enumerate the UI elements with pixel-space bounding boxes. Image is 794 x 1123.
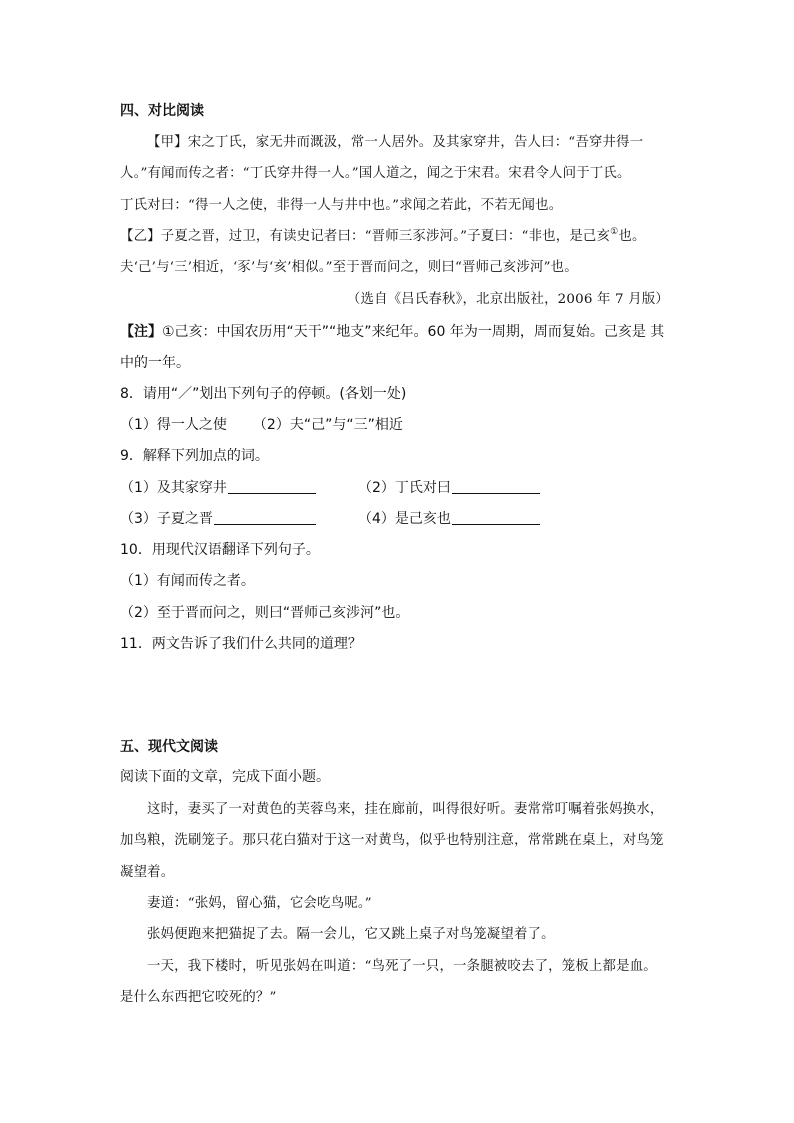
note-text: ①己亥：中国农历用“天干”“地支”来纪年。60 年为一周期，周而复始。己亥是 其 (162, 324, 665, 340)
article-p1-line1: 这时，妻买了一对黄色的芙蓉鸟来，挂在廊前，叫得很好听。妻常常叮嘱着张妈换水， (147, 802, 664, 817)
article-p1-line3: 凝望着。 (120, 865, 175, 880)
question-9-item4-text: （4）是己亥也 (358, 511, 451, 527)
question-8-items (120, 415, 403, 435)
section5-instruction: 阅读下面的文章，完成下面小题。 (120, 769, 330, 785)
note-line2: 中的一年。 (120, 355, 190, 371)
article-p2: 妻道：“张妈，留心猫，它会吃鸟呢。” (147, 896, 372, 911)
question-8-item2: （2）夫“己”与“三”相近 (252, 417, 403, 433)
question-10-item1: （1）有闻而传之者。 (120, 573, 255, 589)
passage-yi-line1 (120, 227, 646, 247)
question-9-item4 (358, 509, 540, 529)
passage-jia-line1: 【甲】宋之丁氏，家无井而溉汲，常一人居外。及其家穿井，告人曰：“吾穿井得一 (147, 135, 644, 150)
question-9-item2 (358, 478, 540, 498)
article-p4-line2: 是什么东西把它咬死的？” (120, 990, 277, 1005)
answer-blank[interactable] (214, 510, 316, 525)
passage-yi-line1-end: 也。 (618, 229, 646, 244)
question-9-item1 (120, 478, 316, 498)
question-10-item2: （2）至于晋而问之，则曰“晋师己亥涉河”也。 (120, 605, 410, 621)
answer-blank[interactable] (452, 479, 540, 494)
article-p1-line2: 加鸟粮，洗刷笼子。那只花白猫对于这一对黄鸟，似乎也特别注意，常常跳在桌上，对鸟笼 (120, 833, 664, 848)
passage-yi-line2: 夫‘己’与‘三’相近，‘豕’与‘亥’相似。”至于晋而问之，则曰“晋师己亥涉河”也。 (120, 260, 578, 275)
footnote-marker: ① (610, 227, 619, 237)
answer-blank[interactable] (228, 479, 316, 494)
article-p4-line1: 一天，我下楼时，听见张妈在叫道：“鸟死了一只，一条腿被咬去了，笼板上都是血。 (147, 959, 657, 974)
passage-jia-line2: 人。”有闻而传之者：“丁氏穿井得一人。”国人道之，闻之于宋君。宋君令人问于丁氏。 (120, 166, 631, 181)
question-9-item3 (120, 509, 316, 529)
question-9-item1-text: （1）及其家穿井 (120, 480, 227, 496)
passage-yi-line1-text: 【乙】子夏之晋，过卫，有读史记者曰：“晋师三豕涉河。”子夏曰：“非也，是己亥 (120, 229, 611, 244)
section4-heading: 四、对比阅读 (120, 103, 204, 119)
section5-heading: 五、现代文阅读 (120, 739, 218, 755)
question-9-prompt: 9．解释下列加点的词。 (120, 448, 269, 464)
question-10-prompt: 10．用现代汉语翻译下列句子。 (120, 542, 320, 558)
question-11-prompt: 11．两文告诉了我们什么共同的道理？ (120, 636, 362, 652)
source-citation: （选自《吕氏春秋》，北京出版社，2006 年 7 月版） (346, 292, 669, 307)
question-9-item3-text: （3）子夏之晋 (120, 511, 213, 527)
answer-blank[interactable] (452, 510, 540, 525)
question-9-item2-text: （2）丁氏对曰 (358, 480, 451, 496)
note-label: 【注】 (120, 324, 162, 340)
question-8-prompt: 8．请用“／”划出下列句子的停顿。(各划一处) (120, 386, 407, 402)
question-8-item1: （1）得一人之使 (120, 417, 227, 433)
article-p3: 张妈便跑来把猫捉了去。隔一会儿，它又跳上桌子对鸟笼凝望着了。 (147, 927, 555, 942)
passage-jia-line3: 丁氏对曰：“得一人之使，非得一人与井中也。”求闻之若此，不若无闻也。 (120, 198, 563, 213)
note-line1 (120, 322, 664, 342)
